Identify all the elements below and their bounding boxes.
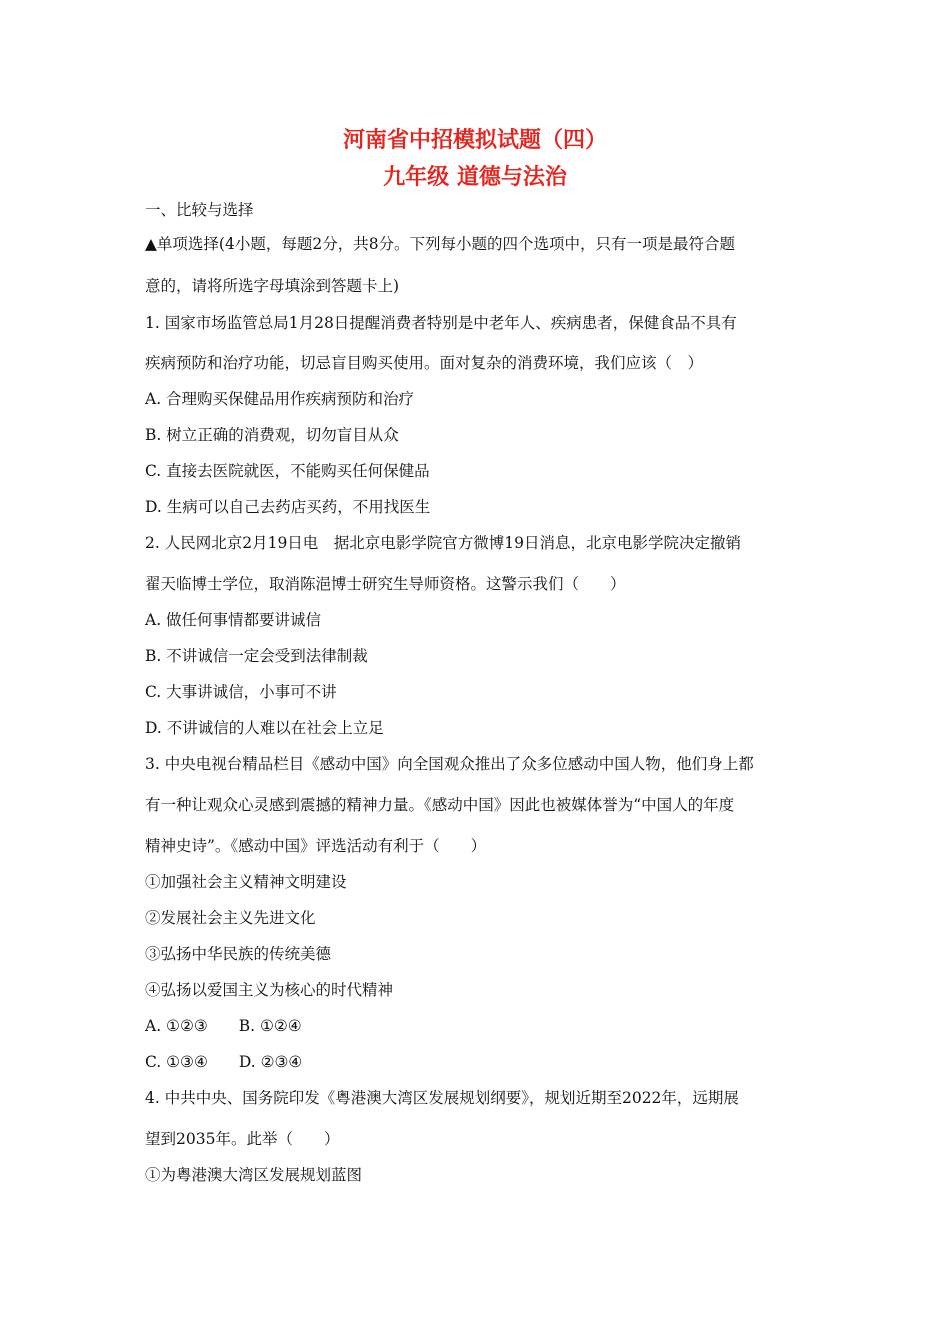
question-4-stem: 望到2035年。此举（ ） [145, 1130, 340, 1148]
question-2-stem: 2. 人民网北京2月19日电 据北京电影学院官方微博19日消息，北京电影学院决定撤销 [145, 534, 742, 552]
question-1-stem: 疾病预防和治疗功能，切忌盲目购买使用。面对复杂的消费环境，我们应该（ ） [145, 354, 704, 372]
question-4-statement: ①为粤港澳大湾区发展规划蓝图 [145, 1166, 363, 1184]
question-1-option-b: B. 树立正确的消费观，切勿盲目从众 [145, 426, 399, 444]
question-4-stem: 4. 中共中央、国务院印发《粤港澳大湾区发展规划纲要》，规划近期至2022年，远期展 [145, 1089, 739, 1107]
question-3-statement: ②发展社会主义先进文化 [145, 909, 316, 927]
question-1-stem: 1. 国家市场监管总局1月28日提醒消费者特别是中老年人、疾病患者，保健食品不具有 [145, 314, 737, 332]
question-2-option-a: A. 做任何事情都要讲诚信 [145, 611, 322, 629]
question-1-option-a: A. 合理购买保健品用作疾病预防和治疗 [145, 390, 415, 408]
question-3-stem: 有一种让观众心灵感到震撼的精神力量。《感动中国》因此也被媒体誉为“中国人的年度 [145, 796, 735, 814]
question-2-stem: 翟天临博士学位，取消陈浥博士研究生导师资格。这警示我们（ ） [145, 575, 626, 593]
instruction-line: ▲单项选择(4小题，每题2分，共8分。下列每小题的四个选项中，只有一项是最符合题 [145, 235, 736, 253]
question-3-statement: ③弘扬中华民族的传统美德 [145, 945, 332, 963]
question-1-option-c: C. 直接去医院就医，不能购买任何保健品 [145, 462, 430, 480]
question-3-statement: ④弘扬以爱国主义为核心的时代精神 [145, 981, 394, 999]
question-2-option-b: B. 不讲诚信一定会受到法律制裁 [145, 647, 368, 665]
exam-title: 河南省中招模拟试题（四） [342, 128, 607, 153]
question-2-option-c: C. 大事讲诚信，小事可不讲 [145, 683, 337, 701]
exam-subtitle: 九年级 道德与法治 [383, 165, 567, 190]
question-3-options: C. ①③④ D. ②③④ [145, 1053, 303, 1071]
question-3-stem: 3. 中央电视台精品栏目《感动中国》向全国观众推出了众多位感动中国人物，他们身上都 [145, 755, 754, 773]
question-2-option-d: D. 不讲诚信的人难以在社会上立足 [145, 719, 384, 737]
question-3-options: A. ①②③ B. ①②④ [145, 1017, 302, 1035]
instruction-line: 意的，请将所选字母填涂到答题卡上) [145, 277, 400, 295]
section-heading: 一、比较与选择 [145, 201, 254, 219]
question-1-option-d: D. 生病可以自己去药店买药，不用找医生 [145, 498, 431, 516]
question-3-stem: 精神史诗”。《感动中国》评选活动有利于（ ） [145, 837, 487, 855]
question-3-statement: ①加强社会主义精神文明建设 [145, 873, 347, 891]
